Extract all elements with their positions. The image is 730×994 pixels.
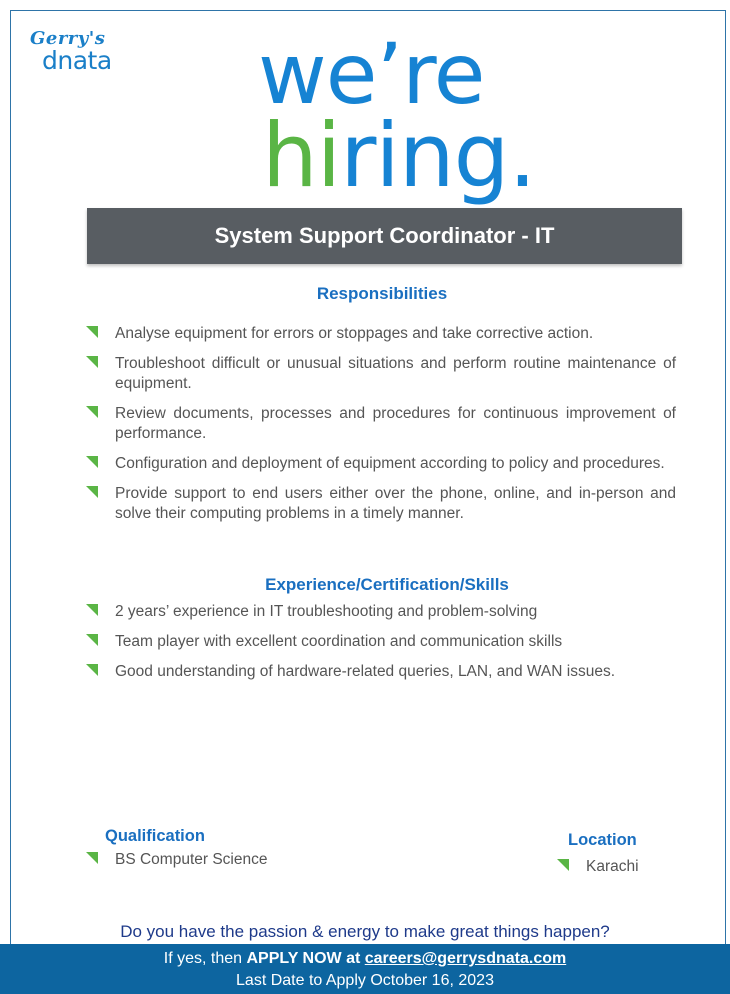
headline-hiring-blue: ring. (340, 104, 536, 207)
list-item: Review documents, processes and procedures for continuous improvement of performance. (86, 404, 676, 444)
headline-hiring-green: hi (262, 104, 341, 207)
green-triangle-bullet-icon (86, 456, 98, 468)
green-triangle-bullet-icon (86, 356, 98, 368)
headline-hiring (262, 104, 536, 207)
experience-heading: Experience/Certification/Skills (265, 575, 509, 594)
qualification-item: BS Computer Science (86, 850, 268, 870)
apply-line: If yes, then APPLY NOW at careers@gerrysdnata.com (163, 950, 567, 967)
company-logo (28, 30, 138, 74)
tagline: Do you have the passion & energy to make great things happen? (120, 922, 610, 941)
list-item: Team player with excellent coordination and communication skills (86, 632, 657, 652)
qualification-heading: Qualification (105, 827, 205, 845)
apply-now-label: APPLY NOW at (246, 950, 365, 967)
green-triangle-bullet-icon (86, 486, 98, 498)
green-triangle-bullet-icon (86, 852, 98, 864)
list-item: Good understanding of hardware-related queries, LAN, and WAN issues. (86, 662, 657, 682)
headline-were: we’re (258, 25, 485, 123)
green-triangle-bullet-icon (86, 604, 98, 616)
green-triangle-bullet-icon (86, 634, 98, 646)
list-item: Configuration and deployment of equipment according to policy and procedures. (86, 454, 676, 474)
list-item: 2 years’ experience in IT troubleshooting and problem-solving (86, 602, 657, 622)
logo-gerrys: Gerry's (30, 28, 106, 49)
responsibilities-heading: Responsibilities (316, 284, 448, 303)
list-item: Provide support to end users either over the phone, online, and in-person and solve their computing problems in a timely manner. (86, 484, 676, 524)
green-triangle-bullet-icon (86, 664, 98, 676)
green-triangle-bullet-icon (86, 406, 98, 418)
list-item: Analyse equipment for errors or stoppages and take corrective action. (86, 324, 676, 344)
list-item: Troubleshoot difficult or unusual situations and perform routine maintenance of equipment. (86, 354, 676, 394)
footer-bar (0, 944, 730, 994)
location-heading: Location (568, 831, 637, 849)
careers-email-link[interactable]: careers@gerrysdnata.com (364, 950, 567, 967)
location-item: Karachi (557, 857, 639, 877)
green-triangle-bullet-icon (557, 859, 569, 871)
job-title: System Support Coordinator - IT (214, 223, 555, 248)
responsibilities-list (86, 324, 676, 534)
green-triangle-bullet-icon (86, 326, 98, 338)
logo-dnata: dnata (42, 46, 112, 75)
experience-list (86, 602, 657, 692)
deadline-text: Last Date to Apply October 16, 2023 (236, 972, 494, 989)
job-title-banner (87, 208, 682, 264)
